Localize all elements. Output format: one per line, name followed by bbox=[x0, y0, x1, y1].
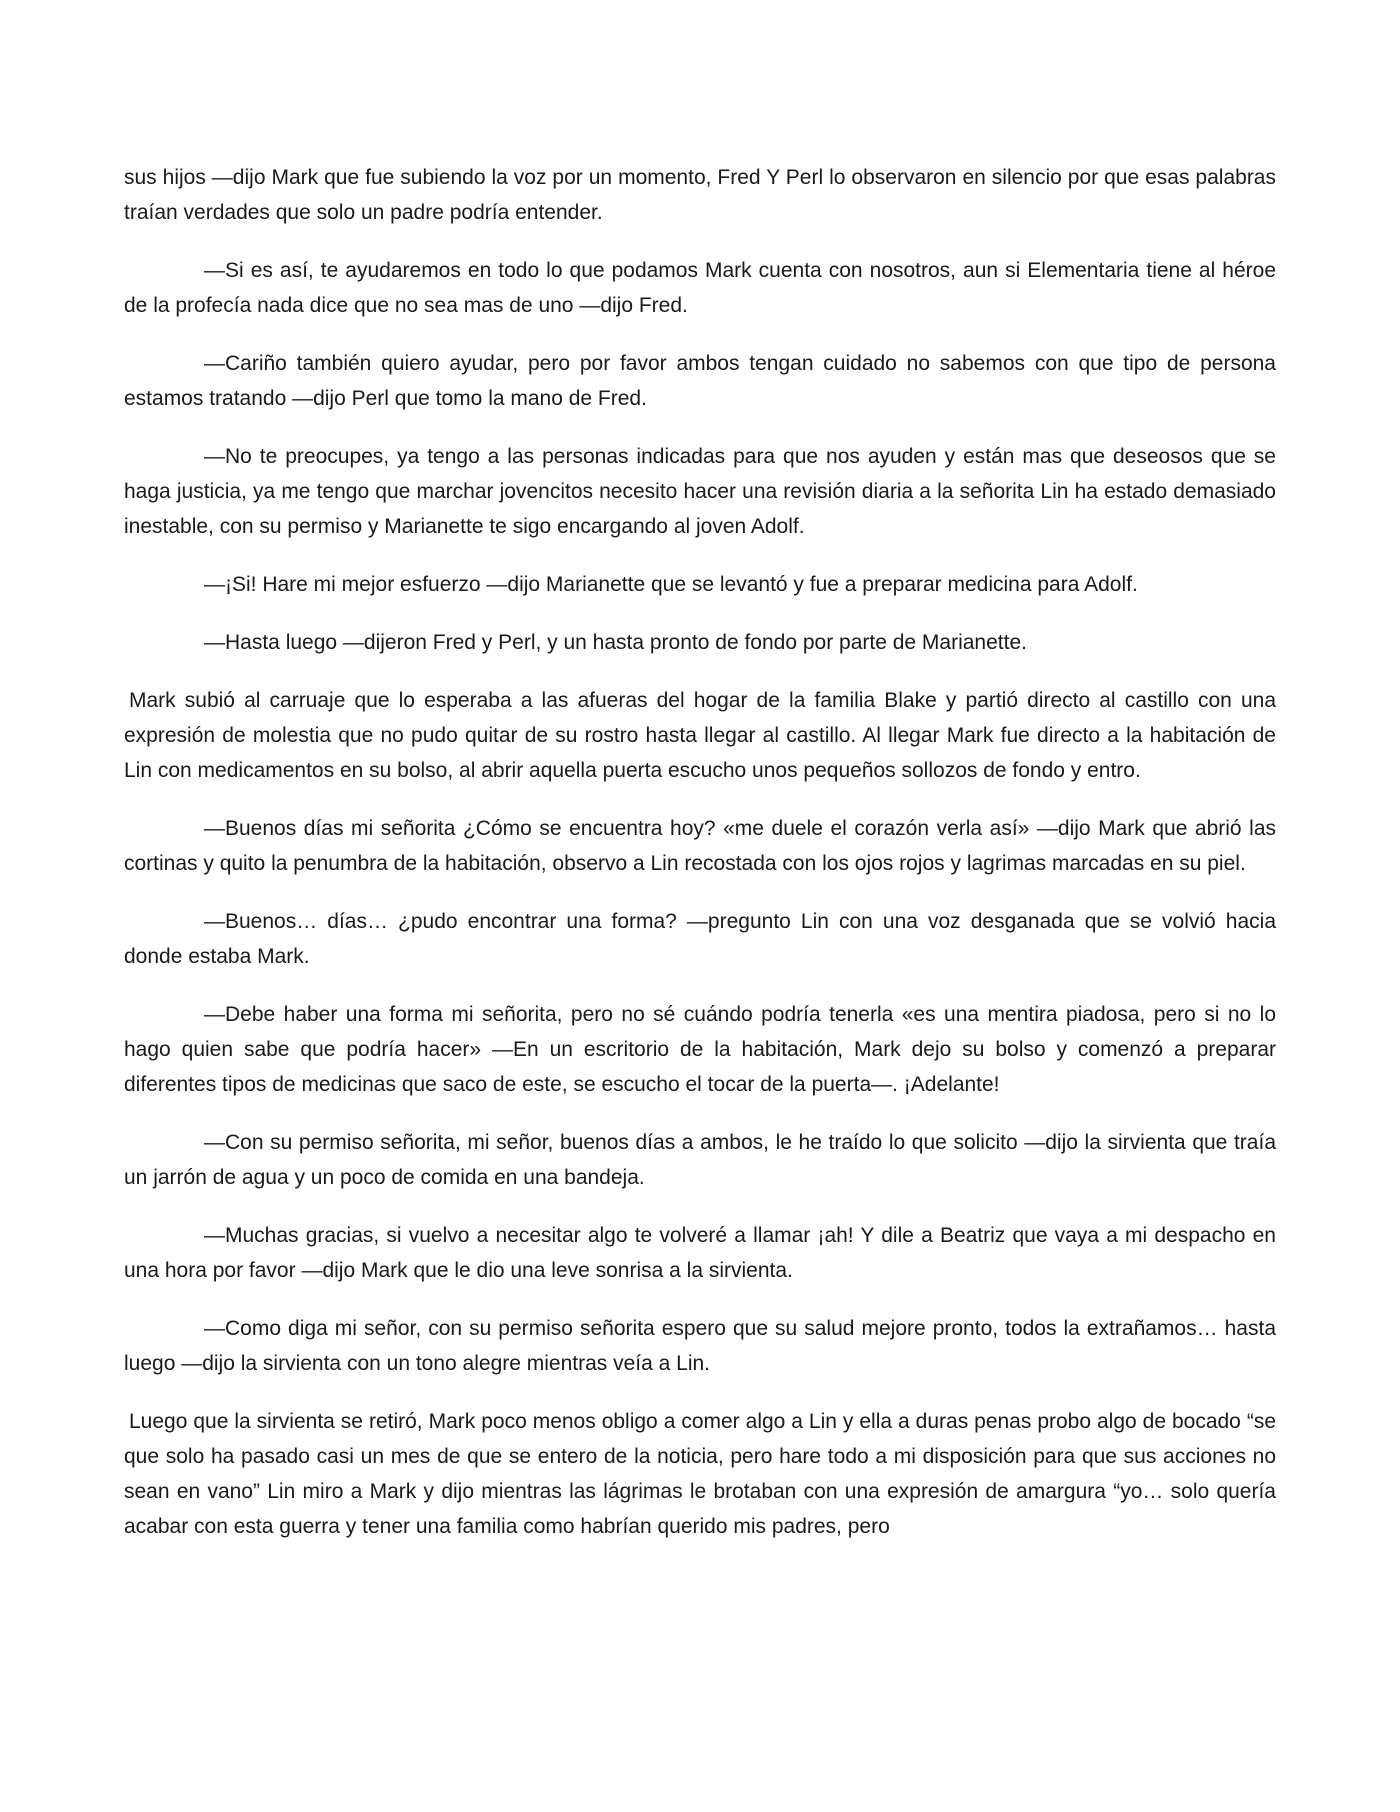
paragraph-7: Mark subió al carruaje que lo esperaba a las afueras del hogar de la familia Blake y partió directo al castillo con una expresión de molestia que no pudo quitar de su rostro hasta llegar al castillo. Al llegar Mark fue directo a la habitación de Lin con medicamentos en su bolso, al abrir aquella puerta escucho unos pequeños sollozos de fondo y entro. bbox=[124, 689, 1276, 782]
paragraph-2: —Si es así, te ayudaremos en todo lo que podamos Mark cuenta con nosotros, aun si Elementaria tiene al héroe de la profecía nada dice que no sea mas de uno —dijo Fred. bbox=[124, 259, 1276, 317]
paragraph-3: —Cariño también quiero ayudar, pero por favor ambos tengan cuidado no sabemos con que tipo de persona estamos tratando —dijo Perl que tomo la mano de Fred. bbox=[124, 352, 1276, 410]
paragraph-13: —Como diga mi señor, con su permiso señorita espero que su salud mejore pronto, todos la extrañamos… hasta luego —dijo la sirvienta con un tono alegre mientras veía a Lin. bbox=[124, 1317, 1276, 1375]
paragraph-1: sus hijos —dijo Mark que fue subiendo la voz por un momento, Fred Y Perl lo observaron en silencio por que esas palabras traían verdades que solo un padre podría entender. bbox=[124, 166, 1276, 224]
paragraph-10: —Debe haber una forma mi señorita, pero no sé cuándo podría tenerla «es una mentira piadosa, pero si no lo hago quien sabe que podría hacer» —En un escritorio de la habitación, Mark dejo su bolso y comenzó a preparar diferentes tipos de medicinas que saco de este, se escucho el tocar de la puerta—. ¡Adelante! bbox=[124, 1003, 1276, 1096]
paragraph-9: —Buenos… días… ¿pudo encontrar una forma? —pregunto Lin con una voz desganada que se volvió hacia donde estaba Mark. bbox=[124, 910, 1276, 968]
paragraph-5: —¡Si! Hare mi mejor esfuerzo —dijo Marianette que se levantó y fue a preparar medicina para Adolf. bbox=[204, 573, 1138, 596]
paragraph-4: —No te preocupes, ya tengo a las personas indicadas para que nos ayuden y están mas que deseosos que se haga justicia, ya me tengo que marchar jovencitos necesito hacer una revisión diaria a la señorita Lin ha estado demasiado inestable, con su permiso y Marianette te sigo encargando al joven Adolf. bbox=[124, 445, 1276, 538]
document-page bbox=[124, 160, 1276, 1544]
paragraph-12: —Muchas gracias, si vuelvo a necesitar algo te volveré a llamar ¡ah! Y dile a Beatriz que vaya a mi despacho en una hora por favor —dijo Mark que le dio una leve sonrisa a la sirvienta. bbox=[124, 1224, 1276, 1282]
paragraph-14: Luego que la sirvienta se retiró, Mark poco menos obligo a comer algo a Lin y ella a duras penas probo algo de bocado “se que solo ha pasado casi un mes de que se entero de la noticia, pero hare todo a mi disposición para que sus acciones no sean en vano” Lin miro a Mark y dijo mientras las lágrimas le brotaban con una expresión de amargura “yo… solo quería acabar con esta guerra y tener una familia como habrían querido mis padres, pero bbox=[124, 1410, 1276, 1538]
paragraph-8: —Buenos días mi señorita ¿Cómo se encuentra hoy? «me duele el corazón verla así» —dijo Mark que abrió las cortinas y quito la penumbra de la habitación, observo a Lin recostada con los ojos rojos y lagrimas marcadas en su piel. bbox=[124, 817, 1276, 875]
paragraph-11: —Con su permiso señorita, mi señor, buenos días a ambos, le he traído lo que solicito —dijo la sirvienta que traía un jarrón de agua y un poco de comida en una bandeja. bbox=[124, 1131, 1276, 1189]
paragraph-6: —Hasta luego —dijeron Fred y Perl, y un hasta pronto de fondo por parte de Marianette. bbox=[204, 631, 1027, 654]
